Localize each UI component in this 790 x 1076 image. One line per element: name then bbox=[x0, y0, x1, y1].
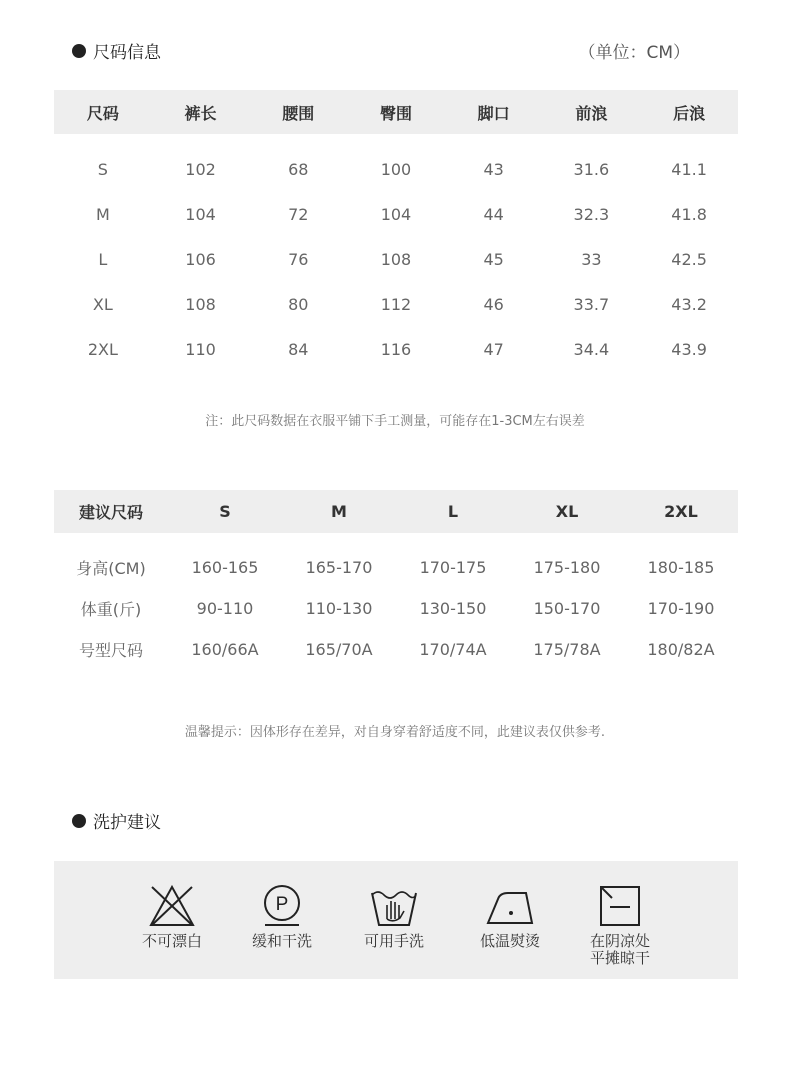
table-row bbox=[54, 282, 738, 327]
table-cell: 170/74A bbox=[419, 640, 487, 659]
care-panel bbox=[54, 861, 738, 979]
table-cell: 175/78A bbox=[533, 640, 601, 659]
care-section-header bbox=[72, 808, 161, 833]
table-cell: 身高(CM) bbox=[76, 559, 146, 578]
svg-text:P: P bbox=[275, 894, 289, 915]
table-cell: 108 bbox=[380, 250, 412, 269]
hand-wash-icon bbox=[369, 883, 419, 929]
table-cell: 104 bbox=[185, 205, 216, 224]
table-row bbox=[54, 237, 738, 282]
care-label: 不可漂白 bbox=[141, 932, 202, 950]
dry-clean-p-icon bbox=[257, 883, 307, 929]
table-cell: 160-165 bbox=[191, 558, 259, 577]
table-cell: 100 bbox=[380, 160, 412, 179]
table-cell: XL bbox=[92, 295, 113, 314]
care-item-no-bleach bbox=[122, 883, 222, 950]
table-cell: 72 bbox=[288, 205, 309, 224]
header-size: 尺码 bbox=[86, 103, 119, 123]
table-cell: 43.2 bbox=[671, 295, 707, 314]
table-cell: 90-110 bbox=[196, 599, 254, 618]
table-row bbox=[54, 629, 738, 670]
table-cell: 130-150 bbox=[419, 599, 487, 618]
table-cell: 2XL bbox=[87, 340, 118, 359]
table-row bbox=[54, 327, 738, 372]
care-label: 缓和干洗 bbox=[251, 932, 312, 950]
header-hip: 臀围 bbox=[379, 103, 412, 123]
header-pants-length: 裤长 bbox=[184, 103, 217, 123]
table-cell: 42.5 bbox=[671, 250, 707, 269]
table-cell: 102 bbox=[185, 160, 216, 179]
table-cell: 号型尺码 bbox=[78, 641, 143, 660]
table-cell: 175-180 bbox=[533, 558, 601, 577]
table-cell: 116 bbox=[380, 340, 412, 359]
table-cell: 68 bbox=[288, 160, 309, 179]
care-item-dry-clean bbox=[232, 883, 332, 950]
care-label: 低温熨烫 bbox=[479, 932, 540, 950]
header-m: M bbox=[331, 502, 347, 521]
table-cell: 34.4 bbox=[573, 340, 610, 359]
table-cell: 180/82A bbox=[647, 640, 715, 659]
table-cell: 46 bbox=[483, 295, 504, 314]
table-cell: L bbox=[98, 250, 108, 269]
header-back-rise: 后浪 bbox=[673, 103, 706, 123]
table-cell: 体重(斤) bbox=[80, 600, 142, 619]
table-cell: 165/70A bbox=[305, 640, 373, 659]
size-section-header bbox=[72, 38, 161, 63]
table-cell: 150-170 bbox=[533, 599, 601, 618]
size-table-header-row bbox=[54, 90, 738, 134]
table-cell: 112 bbox=[380, 295, 412, 314]
size-note: 注：此尺码数据在衣服平铺下手工测量，可能存在1-3CM左右误差 bbox=[205, 414, 585, 429]
low-iron-icon bbox=[482, 883, 538, 929]
table-cell: 110 bbox=[185, 340, 216, 359]
table-cell: 104 bbox=[380, 205, 412, 224]
header-leg-opening: 脚口 bbox=[477, 103, 510, 123]
shade-flat-dry-icon bbox=[595, 883, 645, 929]
table-cell: 33.7 bbox=[573, 295, 610, 314]
table-cell: 108 bbox=[185, 295, 216, 314]
table-cell: 80 bbox=[288, 295, 309, 314]
table-cell: 84 bbox=[288, 340, 309, 359]
table-cell: 41.1 bbox=[671, 160, 707, 179]
table-cell: 43.9 bbox=[671, 340, 707, 359]
recommend-table bbox=[54, 490, 738, 670]
table-cell: 31.6 bbox=[573, 160, 610, 179]
table-cell: 45 bbox=[483, 250, 504, 269]
table-cell: 106 bbox=[185, 250, 216, 269]
table-cell: 170-190 bbox=[647, 599, 715, 618]
care-label-line: 平摊晾干 bbox=[589, 949, 650, 967]
care-section-title: 洗护建议 bbox=[93, 813, 161, 833]
table-cell: 110-130 bbox=[305, 599, 373, 618]
recommend-note: 温馨提示：因体形存在差异，对自身穿着舒适度不同，此建议表仅供参考. bbox=[184, 725, 606, 740]
care-item-shade-flat-dry bbox=[570, 883, 670, 967]
header-front-rise: 前浪 bbox=[575, 103, 608, 123]
table-cell: 32.3 bbox=[573, 205, 610, 224]
table-cell: M bbox=[95, 205, 110, 224]
table-cell: 43 bbox=[483, 160, 504, 179]
header-recommend-size: 建议尺码 bbox=[78, 503, 143, 522]
no-bleach-icon bbox=[147, 883, 197, 929]
care-label: 可用手洗 bbox=[363, 932, 424, 950]
size-table bbox=[54, 90, 738, 372]
recommend-table-header-row bbox=[54, 490, 738, 533]
header-s: S bbox=[219, 502, 231, 521]
bullet-dot-icon bbox=[72, 44, 86, 58]
header-xl: XL bbox=[555, 502, 579, 521]
table-row bbox=[54, 588, 738, 629]
header-waist: 腰围 bbox=[282, 103, 315, 123]
size-section-title: 尺码信息 bbox=[93, 43, 161, 63]
table-cell: 165-170 bbox=[305, 558, 373, 577]
table-cell: 76 bbox=[288, 250, 309, 269]
table-cell: 33 bbox=[581, 250, 602, 269]
care-item-hand-wash bbox=[344, 883, 444, 950]
care-label bbox=[570, 933, 670, 967]
bullet-dot-icon bbox=[72, 814, 86, 828]
table-cell: 180-185 bbox=[647, 558, 715, 577]
table-row bbox=[54, 192, 738, 237]
table-cell: 160/66A bbox=[191, 640, 259, 659]
table-cell: 44 bbox=[483, 205, 504, 224]
care-item-low-iron bbox=[460, 883, 560, 950]
header-l: L bbox=[447, 502, 459, 521]
table-cell: 170-175 bbox=[419, 558, 487, 577]
table-row bbox=[54, 533, 738, 588]
table-row bbox=[54, 134, 738, 192]
table-cell: 41.8 bbox=[671, 205, 707, 224]
table-cell: 47 bbox=[483, 340, 504, 359]
table-cell: S bbox=[97, 160, 108, 179]
unit-label: （单位：CM） bbox=[578, 43, 690, 63]
header-2xl: 2XL bbox=[664, 502, 698, 521]
care-label-line: 在阴凉处 bbox=[589, 932, 650, 950]
